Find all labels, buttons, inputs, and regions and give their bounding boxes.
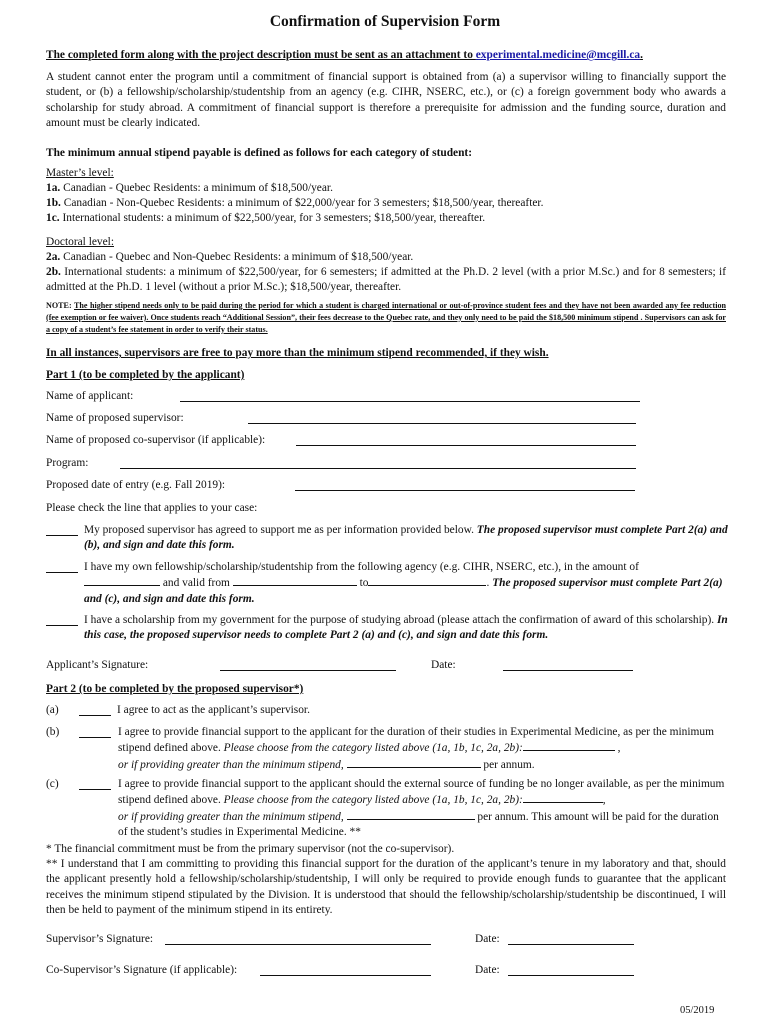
part2-marker: (c) (46, 778, 59, 790)
field-label: Name of applicant: (46, 390, 134, 402)
cosupervisor-signature-label: Co-Supervisor’s Signature (if applicable): (46, 964, 238, 976)
amount-line[interactable] (84, 575, 160, 586)
amount-b-line[interactable] (347, 757, 481, 768)
applicant-signature-line[interactable] (220, 670, 396, 671)
entry-date-line[interactable] (295, 490, 635, 491)
doctoral-item: 2b. International students: a minimum of $22,500/year, for 6 semesters; if admitted at the Ph.D. 2 level (with a prior M.Sc.) and for 8 semesters; if admitted at the Ph.D. 1 level (without a prior M.Sc.); $18,500/year, thereafter. (46, 266, 726, 294)
field-label: Program: (46, 457, 89, 469)
masters-item: 1c. International students: a minimum of $22,500/year, for 3 semesters; $18,500/year, thereafter. (46, 212, 486, 224)
option-supervisor-support: My proposed supervisor has agreed to support me as per information provided below. The proposed supervisor must complete Part 2(a) and (b), and sign and date this form. (84, 524, 728, 552)
field-label: Proposed date of entry (e.g. Fall 2019): (46, 479, 226, 491)
applicant-signature-label: Applicant’s Signature: (46, 659, 149, 671)
supervisor-name-line[interactable] (248, 423, 636, 424)
valid-to-line[interactable] (368, 575, 486, 586)
form-title: Confirmation of Supervision Form (269, 13, 501, 30)
agree-supervisor-text: I agree to act as the applicant’s supervisor. (117, 704, 310, 716)
masters-item: 1b. Canadian - Non-Quebec Residents: a minimum of $22,000/year for 3 semesters; $18,500/year, thereafter. (46, 197, 544, 209)
note-paragraph: NOTE: The higher stipend needs only to be paid during the period for which a student is charged international or out-of-province student fees and they have not been awarded any fee reduction (fee exemption or fee waiver). Once students reach “Additional Session”, their fees decrease to the Quebec rate, and they only need to be paid the $18,500 minimum stipend . Supervisors can ask for a copy of a student’s fee statement in order to verify their status. (46, 301, 727, 334)
financial-support-text: I agree to provide financial support to the applicant for the duration of their studies in Experimental Medicine, as per the minimum stipend defined above. Please choose from the category listed above (1a, 1b, 1c, 2a, 2b): , or if providing greater than the minimum stipend, per annum. (118, 726, 714, 771)
option-check-line[interactable] (46, 572, 78, 573)
masters-heading: Master’s level: (46, 167, 114, 179)
agree-supervisor-check-line[interactable] (79, 715, 111, 716)
all-instances-note: In all instances, supervisors are free to pay more than the minimum stipend recommended, if they wish. (46, 347, 549, 359)
form-version-date: 05/2019 (680, 1005, 715, 1016)
category-b-line[interactable] (523, 740, 615, 751)
category-c-line[interactable] (523, 792, 603, 803)
financial-support-check-line[interactable] (79, 737, 111, 738)
stipend-heading: The minimum annual stipend payable is defined as follows for each category of student: (46, 147, 473, 159)
valid-from-line[interactable] (233, 575, 357, 586)
amount-c-line[interactable] (347, 809, 475, 820)
external-funding-check-line[interactable] (79, 789, 111, 790)
option-government-scholarship: I have a scholarship from my government for the purpose of studying abroad (please attach the confirmation of award of this scholarship). In this case, the proposed supervisor needs to complete Part 2 (a) and (c), and sign and date this form. (84, 614, 728, 642)
cosupervisor-date-label: Date: (475, 964, 500, 976)
check-prompt: Please check the line that applies to your case: (46, 502, 258, 514)
applicant-name-line[interactable] (180, 401, 640, 402)
field-label: Name of proposed supervisor: (46, 412, 184, 424)
supervisor-signature-line[interactable] (165, 944, 431, 945)
masters-item: 1a. Canadian - Quebec Residents: a minimum of $18,500/year. (46, 182, 333, 194)
cosupervisor-signature-line[interactable] (260, 975, 431, 976)
part2-marker: (b) (46, 726, 60, 738)
part2-marker: (a) (46, 704, 59, 716)
option-check-line[interactable] (46, 535, 78, 536)
footnote-commitment: ** I understand that I am committing to providing this financial support for the duration of the applicant’s tenure in my laboratory and that, should the applicant presently hold a fellowship/scholarship/studentship, I will only be required to provide enough funds to guarantee that the applicant receives the minimum stipend stipulated by the Division. It is understood that should the fellowship/scholarship/studentship be discontinued, I will then be held to payment of the minimum stipend in its entirety. (46, 858, 726, 917)
cosupervisor-name-line[interactable] (296, 445, 636, 446)
field-label: Name of proposed co-supervisor (if applicable): (46, 434, 266, 446)
option-check-line[interactable] (46, 625, 78, 626)
part2-heading: Part 2 (to be completed by the proposed supervisor*) (46, 683, 304, 695)
footnote-primary-supervisor: * The financial commitment must be from the primary supervisor (not the co-supervisor). (46, 843, 455, 855)
supervisor-date-label: Date: (475, 933, 500, 945)
program-line[interactable] (120, 468, 636, 469)
doctoral-heading: Doctoral level: (46, 236, 114, 248)
intro-paragraph: A student cannot enter the program until a commitment of financial support is obtained from (a) a supervisor willing to financially support the student, or (b) a fellowship/scholarship/studentship from an agency (e.g. CIHR, NSERC, etc.), or (c) a foreign government body who awards a scholarship for study abroad. A commitment of financial support is therefore a prerequisite for admission and the funding source, duration and amount must be clearly indicated. (46, 71, 726, 130)
applicant-date-label: Date: (431, 659, 456, 671)
doctoral-item: 2a. Canadian - Quebec and Non-Quebec Residents: a minimum of $18,500/year. (46, 251, 414, 263)
email-link[interactable]: experimental.medicine@mcgill.ca (475, 49, 641, 61)
option-own-fellowship: I have my own fellowship/scholarship/studentship from the following agency (e.g. CIHR, NSERC, etc.), in the amount of and valid from to . The proposed supervisor must complete Part 2(a) and (c), and sign and date this form. (84, 561, 723, 605)
external-funding-text: I agree to provide financial support to the applicant should the external source of funding be no longer available, as per the minimum stipend defined above. Please choose from the category listed above (1a, 1b, 1c, 2a, 2b): , or if providing greater than the minimum stipend, per annum. This amount will be paid for the duration of the student’s studies in Experimental Medicine. ** (118, 778, 725, 839)
supervisor-signature-label: Supervisor’s Signature: (46, 933, 154, 945)
supervisor-date-line[interactable] (508, 944, 634, 945)
applicant-date-line[interactable] (503, 670, 633, 671)
part1-heading: Part 1 (to be completed by the applicant) (46, 369, 245, 381)
submission-instruction: The completed form along with the project description must be sent as an attachment to experimental.medicine@mcgill.ca. (46, 49, 643, 61)
cosupervisor-date-line[interactable] (508, 975, 634, 976)
